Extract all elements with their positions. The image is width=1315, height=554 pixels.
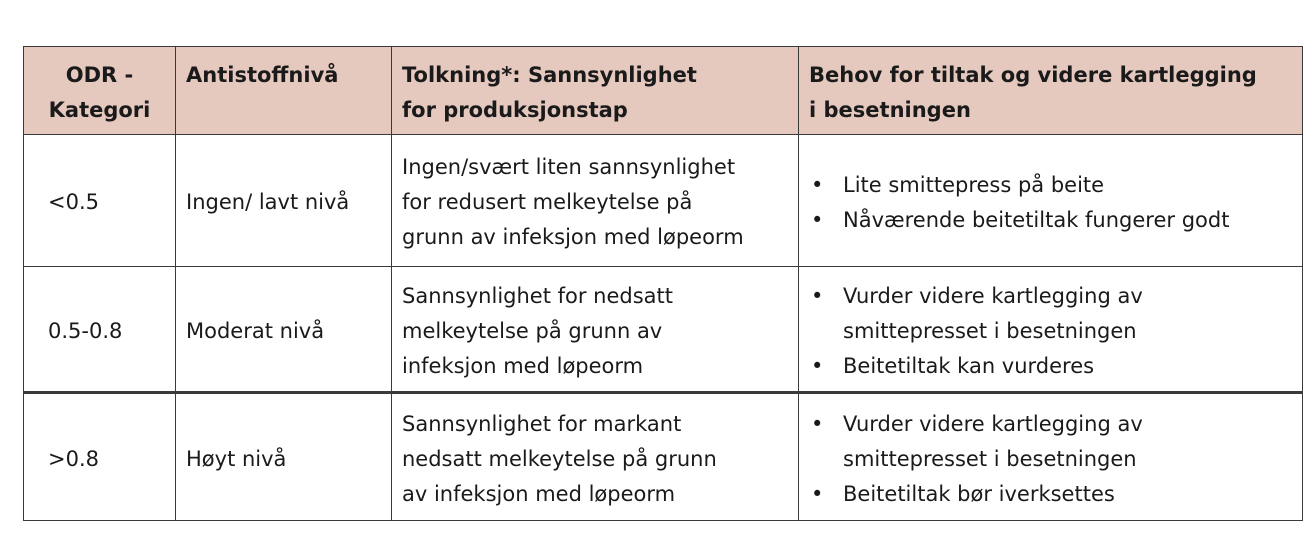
- odr-interpretation-table: [23, 46, 1303, 521]
- header-line: Kategori: [48, 98, 151, 122]
- interpretation-line: Sannsynlighet for markant: [402, 411, 682, 436]
- interpretation-line: nedsatt melkeytelse på grunn: [402, 446, 717, 471]
- header-line: Behov for tiltak og videre kartlegging: [809, 63, 1257, 87]
- measures-list: [809, 279, 1292, 384]
- interpretation-line: Ingen/svært liten sannsynlighet: [402, 155, 736, 179]
- interpretation-cell: [392, 267, 799, 393]
- header-interpretation: [392, 47, 799, 135]
- list-item: • Vurder videre kartlegging av smittepresset i besetningen: [809, 279, 1292, 349]
- odr-category-cell: >0.8: [24, 393, 176, 521]
- interpretation-line: Sannsynlighet for nedsatt: [402, 283, 674, 308]
- list-item: • Beitetiltak kan vurderes: [809, 349, 1292, 384]
- header-line: ODR -: [65, 63, 134, 87]
- interpretation-line: melkeytelse på grunn av: [402, 318, 663, 343]
- table-row: [24, 135, 1303, 267]
- header-line: Antistoffnivå: [186, 63, 339, 87]
- table-row: [24, 267, 1303, 393]
- measures-list: [809, 168, 1292, 238]
- header-line: for produksjonstap: [402, 98, 628, 122]
- table-row: [24, 393, 1303, 521]
- interpretation-line: for redusert melkeytelse på: [402, 190, 693, 214]
- interpretation-cell: [392, 393, 799, 521]
- list-item: • Beitetiltak bør iverksettes: [809, 477, 1292, 512]
- interpretation-line: grunn av infeksjon med løpeorm: [402, 225, 744, 249]
- antibody-level-cell: Ingen/ lavt nivå: [176, 135, 392, 267]
- header-antibody-level: [176, 47, 392, 135]
- interpretation-line: av infeksjon med løpeorm: [402, 481, 676, 506]
- interpretation-cell: [392, 135, 799, 267]
- measures-cell: [799, 135, 1303, 267]
- table-header-row: [24, 47, 1303, 135]
- measures-list: [809, 407, 1292, 512]
- list-item: • Nåværende beitetiltak fungerer godt: [809, 203, 1292, 238]
- antibody-level-cell: Moderat nivå: [176, 267, 392, 393]
- header-odr-category: [24, 47, 176, 135]
- measures-cell: [799, 393, 1303, 521]
- odr-category-cell: 0.5-0.8: [24, 267, 176, 393]
- interpretation-line: infeksjon med løpeorm: [402, 353, 644, 378]
- header-line: Tolkning*: Sannsynlighet: [402, 63, 697, 87]
- header-line: i besetningen: [809, 98, 971, 122]
- measures-cell: [799, 267, 1303, 393]
- list-item: • Lite smittepress på beite: [809, 168, 1292, 203]
- antibody-level-cell: Høyt nivå: [176, 393, 392, 521]
- odr-category-cell: <0.5: [24, 135, 176, 267]
- list-item: • Vurder videre kartlegging av smittepresset i besetningen: [809, 407, 1292, 477]
- header-measures: [799, 47, 1303, 135]
